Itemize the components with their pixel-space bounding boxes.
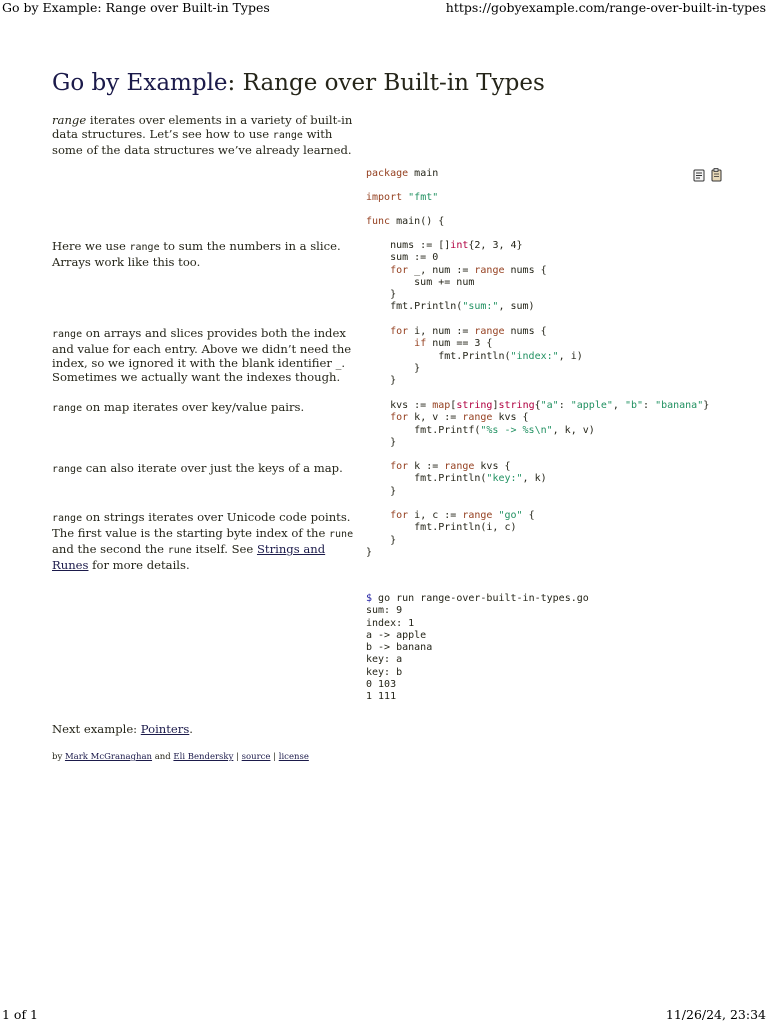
code-token <box>366 461 390 472</box>
shell-prompt: $ <box>366 593 373 604</box>
code-token: fmt.Println(i, c) <box>366 522 517 534</box>
doc-keys-code: range <box>52 464 83 475</box>
code-token: "index:" <box>510 350 559 362</box>
code-token: , sum) <box>498 301 535 313</box>
kw-import: import <box>366 192 403 203</box>
copy-icon[interactable] <box>710 167 722 186</box>
output-line: sum: 9 <box>366 605 403 617</box>
output-line: 0 103 <box>366 679 397 691</box>
code-token <box>366 338 414 349</box>
doc-sum-b: to sum the numbers in a slice. Arrays work like this too. <box>52 239 341 269</box>
code-token: kvs := <box>366 400 433 411</box>
next-example-link[interactable]: Pointers <box>140 722 190 736</box>
code-token: fmt.Println( <box>366 473 487 485</box>
doc-sum <box>52 239 358 269</box>
code-token: "key:" <box>486 473 523 485</box>
run-icon[interactable] <box>693 167 705 186</box>
code-token: i, num := <box>408 326 475 337</box>
byline-and: and <box>152 752 174 762</box>
code-token: "sum:" <box>462 301 499 313</box>
output-line: a -> apple <box>366 629 427 641</box>
code-token: for <box>390 412 409 424</box>
package-name: main <box>408 168 439 179</box>
code-index-block <box>366 326 583 387</box>
output-line: key: a <box>366 654 403 666</box>
print-header-url: https://gobyexample.com/range-over-built-in-types <box>445 0 766 15</box>
code-token: } <box>366 534 397 546</box>
code-token: range <box>444 461 475 472</box>
code-tools <box>693 167 722 181</box>
code-token: } <box>366 362 421 374</box>
code-token: "go" <box>498 510 523 521</box>
next-example-label: Next example: <box>52 722 141 736</box>
next-example <box>52 722 193 736</box>
author-link-eli[interactable]: Eli Bendersky <box>173 752 234 762</box>
doc-strings-text-b: and the second the <box>52 542 168 556</box>
code-token: for <box>390 326 409 337</box>
byline-sep: | <box>270 752 279 762</box>
code-token: if <box>414 338 427 350</box>
code-token: for <box>390 510 409 521</box>
code-token: fmt.Println( <box>366 350 511 362</box>
intro-text-b: with some of the data structures we’ve already learned. <box>52 127 352 157</box>
code-token: kvs { <box>474 461 511 472</box>
code-token: [ <box>450 400 457 411</box>
source-link[interactable]: source <box>241 752 271 762</box>
intro-text-a: iterates over elements in a variety of built-in data structures. Let’s see how to use <box>52 113 353 141</box>
byline-by: by <box>52 752 65 762</box>
code-token: "a" <box>540 400 559 411</box>
code-token: , <box>612 400 625 411</box>
code-token: "apple" <box>570 400 613 411</box>
code-token: } <box>366 289 397 301</box>
code-sum-block <box>366 240 547 314</box>
code-token: { <box>534 400 541 411</box>
doc-map-text: on map iterates over key/value pairs. <box>82 400 305 414</box>
code-token: nums { <box>504 264 547 276</box>
code-token: , k, v) <box>552 424 595 436</box>
author-link-mark[interactable]: Mark McGranaghan <box>64 752 153 762</box>
code-token: "b" <box>624 400 644 411</box>
doc-strings-code-b: rune <box>329 529 354 540</box>
code-keys-block <box>366 461 547 498</box>
doc-strings <box>52 510 358 572</box>
print-footer <box>0 1007 768 1023</box>
program-output <box>366 593 589 704</box>
output-line: key: b <box>366 666 403 678</box>
code-token: , i) <box>558 350 583 362</box>
doc-map-code: range <box>52 403 83 414</box>
code-token: fmt.Println( <box>366 301 463 313</box>
code-string-block <box>366 510 535 559</box>
code-map-block <box>366 400 709 449</box>
print-header-title: Go by Example: Range over Built-in Types <box>2 0 270 15</box>
code-token <box>366 510 390 521</box>
code-token: string <box>498 400 535 411</box>
doc-keys-text: can also iterate over just the keys of a map. <box>82 461 343 475</box>
doc-strings-text-a: on strings iterates over Unicode code points. The first value is the starting byte index of the <box>52 510 351 540</box>
code-func <box>366 216 444 228</box>
doc-strings-text-d: for more details. <box>88 558 190 572</box>
doc-index <box>52 326 358 384</box>
byline-sep: | <box>233 752 242 762</box>
output-line: 1 111 <box>366 691 397 703</box>
print-datetime: 11/26/24, 23:34 <box>665 1007 766 1022</box>
doc-strings-code-a: range <box>52 513 83 524</box>
code-token: "banana" <box>655 400 704 411</box>
code-package <box>366 168 438 180</box>
code-token: { <box>522 510 535 521</box>
strings-and-runes-link[interactable]: Strings and Runes <box>52 542 326 572</box>
site-home-link[interactable]: Go by Example <box>52 70 228 96</box>
doc-sum-a: Here we use <box>52 239 130 253</box>
doc-strings-text-c: itself. See <box>191 542 257 556</box>
code-token <box>366 326 390 337</box>
intro-text <box>52 113 358 157</box>
code-import <box>366 192 438 204</box>
code-token: k := <box>408 461 445 472</box>
code-token: for <box>390 264 409 276</box>
code-token: } <box>366 546 373 558</box>
page-title-rest: : Range over Built-in Types <box>227 70 545 96</box>
byline <box>52 752 309 762</box>
code-token: range <box>462 510 493 521</box>
code-token: : <box>558 400 571 411</box>
code-token: } <box>366 485 397 497</box>
doc-map <box>52 400 358 416</box>
doc-index-code: range <box>52 329 83 340</box>
code-token: _, num := <box>408 264 475 276</box>
shell-command: go run range-over-built-in-types.go <box>372 593 589 604</box>
doc-keys <box>52 461 358 477</box>
code-token: range <box>474 264 505 276</box>
code-token: } <box>703 400 710 411</box>
print-page-count: 1 of 1 <box>2 1007 39 1022</box>
page-title <box>52 70 545 96</box>
code-token <box>366 412 390 423</box>
code-token: } <box>366 436 397 448</box>
code-token: {2, 3, 4} <box>468 240 523 251</box>
output-line: b -> banana <box>366 642 433 654</box>
doc-sum-code: range <box>129 242 160 253</box>
code-token: sum := 0 <box>366 252 439 264</box>
func-signature: main() { <box>390 216 445 227</box>
intro-range-word: range <box>52 113 87 127</box>
code-token: for <box>390 461 409 472</box>
code-token: : <box>643 400 656 411</box>
code-token: i, c := <box>408 510 463 521</box>
code-token: "%s -> %s\n" <box>480 424 553 436</box>
print-header <box>0 0 768 16</box>
code-token: range <box>474 326 505 337</box>
code-token: string <box>456 400 493 411</box>
code-token: range <box>462 412 493 424</box>
code-token <box>366 265 390 276</box>
intro-range-code: range <box>272 130 303 141</box>
license-link[interactable]: license <box>278 752 309 762</box>
code-token: map <box>432 400 451 411</box>
next-example-period: . <box>189 722 193 736</box>
code-token: fmt.Printf( <box>366 424 481 436</box>
code-token: } <box>366 375 397 387</box>
kw-package: package <box>366 168 409 179</box>
code-token: nums { <box>504 326 547 337</box>
doc-strings-code-c: rune <box>167 545 192 556</box>
code-token: , k) <box>522 473 547 485</box>
code-token: int <box>450 240 469 251</box>
code-token: sum += num <box>366 276 475 288</box>
code-token: kvs { <box>492 412 529 424</box>
code-token: ] <box>492 400 499 411</box>
kw-func: func <box>366 216 391 227</box>
code-token: nums := [] <box>366 240 451 251</box>
doc-index-text: on arrays and slices provides both the index and value for each entry. Above we didn’t need the index, so we ignored it with the blank identifier _. Sometimes we actually want the indexes though. <box>52 326 352 384</box>
import-path: "fmt" <box>408 192 439 203</box>
output-line: index: 1 <box>366 617 415 629</box>
code-token: k, v := <box>408 412 463 424</box>
code-token: num == 3 { <box>426 338 493 350</box>
